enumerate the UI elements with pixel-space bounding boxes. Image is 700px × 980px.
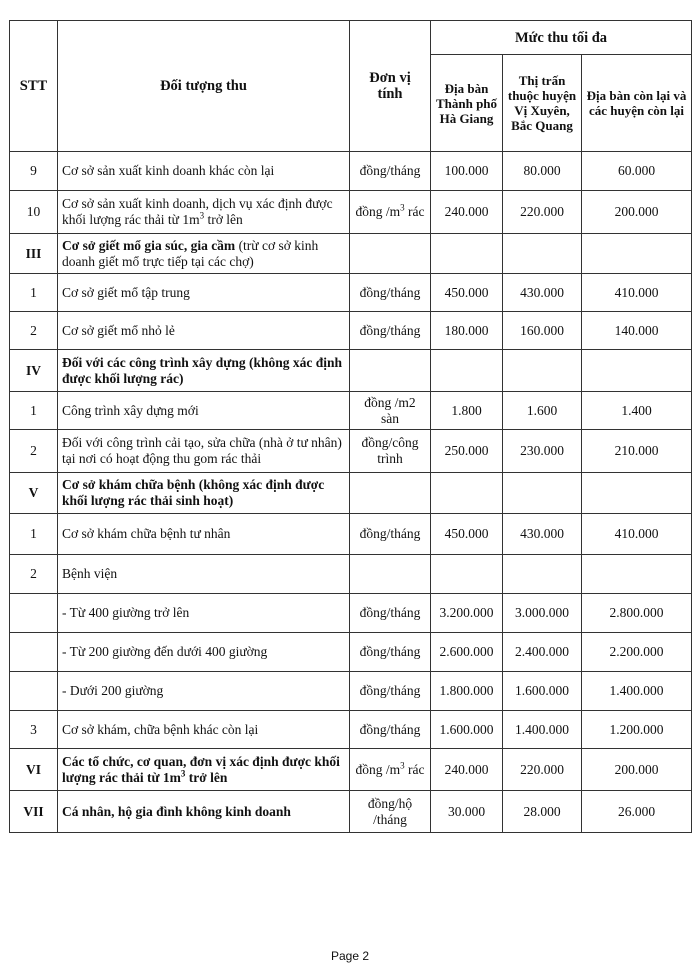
row-desc: Cơ sở khám, chữa bệnh khác còn lại: [58, 711, 350, 749]
row-value-hagiang: 240.000: [431, 191, 503, 234]
row-stt: 3: [10, 711, 58, 749]
section-desc: [58, 234, 350, 274]
row-value-hagiang: 250.000: [431, 430, 503, 473]
row-unit: đồng/tháng: [350, 152, 431, 191]
table-row: [10, 594, 692, 633]
row-desc: Bệnh viện: [58, 555, 350, 594]
section-desc-tail: trở lên: [185, 769, 228, 785]
row-value-remaining: 140.000: [582, 312, 692, 350]
row-unit-text: đồng /m: [355, 761, 401, 777]
row-value-remaining: 60.000: [582, 152, 692, 191]
row-desc-tail: trở lên: [204, 212, 243, 227]
row-unit: đồng/công trình: [350, 430, 431, 473]
row-value-hagiang: 1.800.000: [431, 672, 503, 711]
section-desc: [58, 749, 350, 791]
row-stt: 2: [10, 555, 58, 594]
header-stt: STT: [10, 21, 58, 152]
header-unit: [350, 21, 431, 152]
row-unit: [350, 191, 431, 234]
section-stt: III: [10, 234, 58, 274]
row-value-remaining: 26.000: [582, 791, 692, 833]
row-value-remaining: 2.800.000: [582, 594, 692, 633]
row-desc: - Từ 200 giường đến dưới 400 giường: [58, 633, 350, 672]
row-value-hagiang: 180.000: [431, 312, 503, 350]
row-value-towns: 1.600.000: [503, 672, 582, 711]
row-value-towns: 220.000: [503, 191, 582, 234]
row-value-hagiang: 30.000: [431, 791, 503, 833]
table-row: [10, 555, 692, 594]
row-stt: 1: [10, 514, 58, 555]
header-max-fee: Mức thu tối đa: [431, 21, 692, 55]
section-stt: IV: [10, 350, 58, 392]
row-value-towns: 1.400.000: [503, 711, 582, 749]
row-value-towns: 80.000: [503, 152, 582, 191]
row-value-hagiang: 450.000: [431, 274, 503, 312]
row-unit: đồng/tháng: [350, 633, 431, 672]
table-row: [10, 191, 692, 234]
table-row: [10, 633, 692, 672]
section-desc-sup: 3: [180, 768, 186, 778]
section-row: [10, 791, 692, 833]
row-unit: đồng/tháng: [350, 274, 431, 312]
row-unit-sup: 3: [400, 760, 405, 770]
table-row: [10, 312, 692, 350]
row-value-towns: 220.000: [503, 749, 582, 791]
row-unit: đồng/tháng: [350, 312, 431, 350]
row-desc: Cơ sở giết mổ nhỏ lẻ: [58, 312, 350, 350]
row-value-towns: 160.000: [503, 312, 582, 350]
section-row: [10, 749, 692, 791]
table-row: [10, 430, 692, 473]
row-unit-sup: 3: [400, 202, 405, 213]
table-row: [10, 274, 692, 312]
row-desc: [58, 191, 350, 234]
row-unit: đồng /m2 sàn: [350, 392, 431, 430]
row-value-remaining: 2.200.000: [582, 633, 692, 672]
row-value-remaining: 410.000: [582, 274, 692, 312]
row-value-towns: 230.000: [503, 430, 582, 473]
table-row: [10, 152, 692, 191]
row-value-hagiang: 3.200.000: [431, 594, 503, 633]
row-desc-text: Cơ sở sản xuất kinh doanh, dịch vụ xác định được khối lượng rác thải từ 1m: [62, 196, 333, 227]
row-unit: đồng/tháng: [350, 594, 431, 633]
row-value-towns: 1.600: [503, 392, 582, 430]
table-row: [10, 672, 692, 711]
row-value-towns: 28.000: [503, 791, 582, 833]
table-row: [10, 392, 692, 430]
row-value-remaining: 200.000: [582, 749, 692, 791]
section-desc-bold: Cơ sở giết mổ gia súc, gia cầm: [62, 237, 236, 253]
header-row-1: [10, 21, 692, 55]
row-value-towns: 2.400.000: [503, 633, 582, 672]
row-value-hagiang: 2.600.000: [431, 633, 503, 672]
page-number: Page 2: [330, 949, 370, 963]
row-unit-text: đồng /m: [355, 204, 401, 219]
section-stt: V: [10, 473, 58, 514]
row-desc: Cơ sở giết mổ tập trung: [58, 274, 350, 312]
row-value-towns: 430.000: [503, 514, 582, 555]
row-desc: Đối với công trình cải tạo, sửa chữa (nhà ở tư nhân) tại nơi có hoạt động thu gom rác thải: [58, 430, 350, 473]
section-desc: Cơ sở khám chữa bệnh (không xác định được khối lượng rác thải sinh hoạt): [58, 473, 350, 514]
row-desc: Cơ sở khám chữa bệnh tư nhân: [58, 514, 350, 555]
row-stt: 10: [10, 191, 58, 234]
section-row: [10, 473, 692, 514]
row-stt: 2: [10, 430, 58, 473]
row-value-remaining: 410.000: [582, 514, 692, 555]
header-area-remaining: Địa bàn còn lại và các huyện còn lại: [582, 55, 692, 152]
row-stt: 2: [10, 312, 58, 350]
table-row: [10, 514, 692, 555]
row-value-remaining: 1.400: [582, 392, 692, 430]
section-row: [10, 350, 692, 392]
row-value-towns: 430.000: [503, 274, 582, 312]
row-stt: 9: [10, 152, 58, 191]
row-value-remaining: 210.000: [582, 430, 692, 473]
row-stt: 1: [10, 274, 58, 312]
row-unit: đồng/tháng: [350, 514, 431, 555]
section-row: [10, 234, 692, 274]
row-value-remaining: 1.400.000: [582, 672, 692, 711]
section-stt: VII: [10, 791, 58, 833]
row-value-hagiang: 1.800: [431, 392, 503, 430]
fee-table: [9, 20, 692, 833]
header-subject: Đối tượng thu: [58, 21, 350, 152]
row-value-hagiang: 450.000: [431, 514, 503, 555]
row-desc: Cơ sở sản xuất kinh doanh khác còn lại: [58, 152, 350, 191]
row-unit: đồng/hộ /tháng: [350, 791, 431, 833]
header-unit-line1: Đơn vị: [369, 70, 411, 86]
row-value-hagiang: 240.000: [431, 749, 503, 791]
section-desc-text: Các tổ chức, cơ quan, đơn vị xác định được khối lượng rác thải từ 1m: [62, 753, 340, 785]
row-value-hagiang: 100.000: [431, 152, 503, 191]
header-area-towns: Thị trấn thuộc huyện Vị Xuyên, Bắc Quang: [503, 55, 582, 152]
table-row: [10, 711, 692, 749]
section-desc: Đối với các công trình xây dựng (không xác định được khối lượng rác): [58, 350, 350, 392]
row-unit: đồng/tháng: [350, 711, 431, 749]
row-value-remaining: 1.200.000: [582, 711, 692, 749]
section-desc-normal: (trừ cơ sở kinh doanh giết mổ trực tiếp tại các chợ): [62, 237, 319, 269]
row-value-remaining: 200.000: [582, 191, 692, 234]
row-value-towns: 3.000.000: [503, 594, 582, 633]
row-unit-tail: rác: [404, 204, 425, 219]
row-desc: - Từ 400 giường trở lên: [58, 594, 350, 633]
header-unit-line2: tính: [377, 86, 403, 102]
header-area-hagiang: Địa bàn Thành phố Hà Giang: [431, 55, 503, 152]
row-desc-sup: 3: [199, 210, 205, 221]
section-stt: VI: [10, 749, 58, 791]
row-value-hagiang: 1.600.000: [431, 711, 503, 749]
section-desc: Cá nhân, hộ gia đình không kinh doanh: [58, 791, 350, 833]
row-desc: - Dưới 200 giường: [58, 672, 350, 711]
row-unit: đồng/tháng: [350, 672, 431, 711]
row-desc: Công trình xây dựng mới: [58, 392, 350, 430]
row-stt: 1: [10, 392, 58, 430]
row-unit-tail: rác: [404, 761, 425, 777]
row-unit: [350, 749, 431, 791]
